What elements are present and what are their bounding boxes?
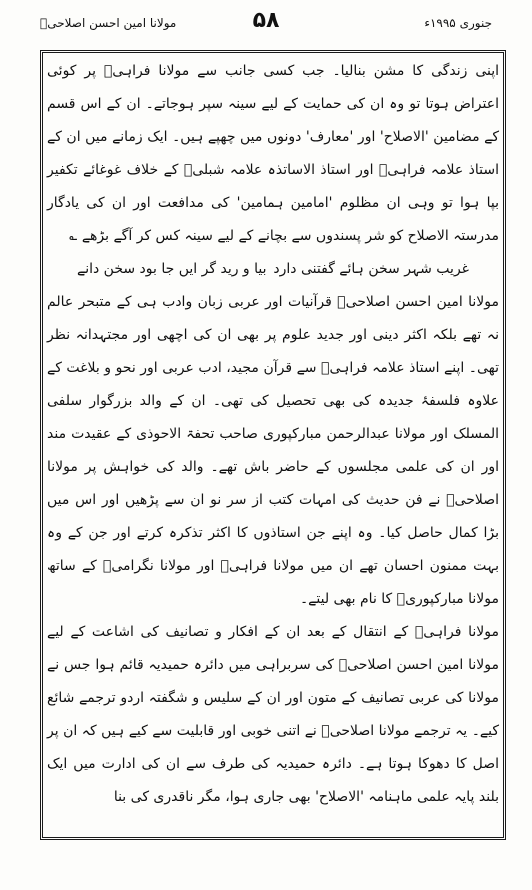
header-date: جنوری ۱۹۹۵ء [424, 16, 492, 30]
paragraph-3: مولانا فراہیؒ کے انتقال کے بعد ان کے افکار و تصانیف کی اشاعت کے لیے مولانا امین احسن اصلاحیؒ کی سربراہی میں دائرہ حمیدیہ قائم ہوا جس نے مولانا کی عربی تصانیف کے متون اور ان کے سلیس و شگفتہ اردو ترجمے شائع کیے۔ یہ ترجمے مولانا اصلاحیؒ نے اتنی خوبی اور قابلیت سے کیے ہیں کہ ان پر اصل کا دھوکا ہوتا ہے۔ دائرہ حمیدیہ کی طرف سے ان کی ادارت میں ایک بلند پایہ علمی ماہنامہ 'الاصلاح' بھی جاری ہوا، مگر ناقدری کی بنا [47, 624, 499, 805]
running-title: مولانا امین احسن اصلاحیؒ [40, 16, 177, 30]
paragraph-2: مولانا امین احسن اصلاحیؒ قرآنیات اور عربی زبان وادب ہی کے متبحر عالم نہ تھے بلکہ اکثر دینی اور جدید علوم پر بھی ان کی اچھی اور مجتہدانہ نظر تھی۔ اپنے استاذ علامہ فراہیؒ سے قرآن مجید، ادب عربی اور نحو و بلاغت کے علاوہ فلسفۂ جدیدہ کی بھی تحصیل کی تھی۔ ان کے والد بزرگوار سلفی المسلک اور مولانا عبدالرحمن مبارکپوری صاحب تحفۃ الاحوذی کے عقیدت مند اور ان کی علمی مجلسوں کے حاضر باش تھے۔ والد کی خواہش پر مولانا اصلاحیؒ نے فن حدیث کی امہات کتب از سر نو ان سے پڑھیں اور اس میں بڑا کمال حاصل کیا۔ وہ اپنے جن استاذوں کا اکثر تذکرہ کرتے اور جن کے وہ بہت ممنون احسان تھے ان میں مولانا فراہیؒ اور مولانا نگرامیؒ کے ساتھ مولانا مبارکپوریؒ کا نام بھی لیتے۔ [47, 294, 499, 607]
couplet-hemistich-right: غریب شہر سخن ہائے گفتنی دارد [273, 261, 469, 277]
page-header [40, 8, 492, 48]
article-body [47, 55, 499, 814]
page-number: ۵۸ [252, 8, 280, 33]
persian-couplet [47, 253, 499, 286]
couplet-hemistich-left: بیا و رید گر ایں جا بود سخن دانے [77, 261, 267, 277]
paragraph-1: اپنی زندگی کا مشن بنالیا۔ جب کسی جانب سے مولانا فراہیؒ پر کوئی اعتراض ہوتا تو وہ ان کی حمایت کے لیے سینہ سپر ہوجاتے۔ ان کے اس قسم کے مضامین 'الاصلاح' اور 'معارف' دونوں میں چھپے ہیں۔ ایک زمانے میں ان کے استاذ علامہ فراہیؒ اور استاذ الاساتذہ علامہ شبلیؒ کے خلاف غوغائے تکفیر بپا ہوا تو وہی ان مظلوم 'امامین ہمامین' کی مدافعت اور ان کی یادگار مدرستہ الاصلاح کو شر پسندوں سے بچانے کے لیے سینہ کس کر آگے بڑھے ؎ [47, 63, 499, 244]
